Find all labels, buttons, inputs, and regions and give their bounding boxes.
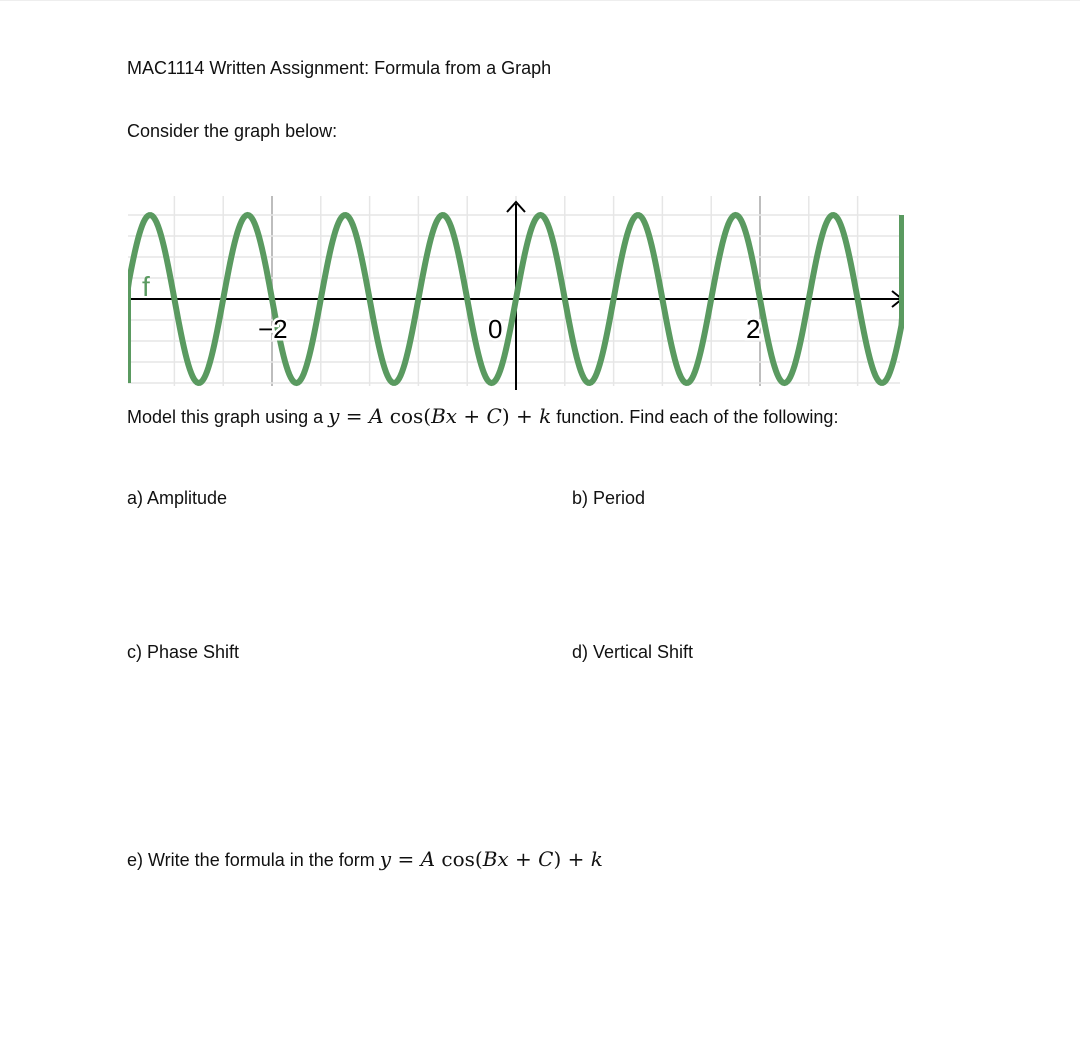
intro-text: Consider the graph below:: [127, 121, 338, 141]
model-suffix: function. Find each of the following:: [556, 407, 839, 427]
question-period: b) Period: [572, 488, 646, 508]
question-formula: [127, 848, 603, 871]
tick-label: 0: [488, 314, 503, 344]
question-formula-label: e) Write the formula in the form: [127, 850, 375, 870]
tick-label: 2: [746, 314, 761, 344]
formula-form: y = A cos(Bx + C) + k: [379, 847, 603, 871]
question-amplitude: a) Amplitude: [127, 488, 228, 508]
page-top-border: [0, 0, 1080, 1]
curve-label-f: f: [142, 271, 150, 302]
model-sentence: [127, 405, 838, 428]
page-title: MAC1114 Written Assignment: Formula from a Graph: [127, 58, 552, 78]
sine-graph: [128, 196, 904, 392]
question-vertical-shift: d) Vertical Shift: [572, 642, 694, 662]
tick-label: −2: [258, 314, 288, 344]
formula-model: y = A cos(Bx + C) + k: [328, 404, 552, 428]
model-prefix: Model this graph using a: [127, 407, 324, 427]
question-phase-shift: c) Phase Shift: [127, 642, 240, 662]
